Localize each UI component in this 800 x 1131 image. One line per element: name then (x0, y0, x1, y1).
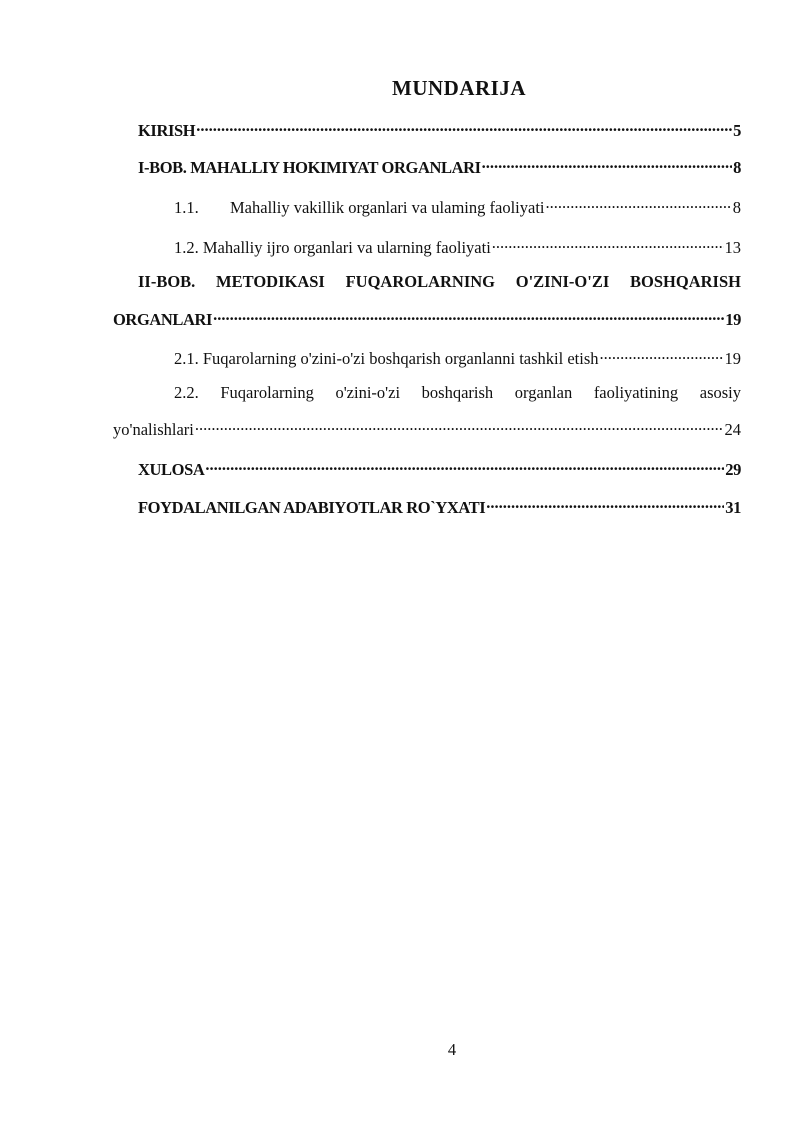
toc-leader-dots (205, 455, 724, 475)
toc-entry-page: 24 (724, 420, 741, 439)
toc-entry-section-2-1 (174, 344, 741, 369)
toc-leader-dots (600, 344, 724, 364)
toc-entry-page: 5 (733, 121, 741, 140)
toc-entry-page: 29 (725, 460, 741, 479)
toc-entry-text: Mahalliy vakillik organlari va ulaming faoliyati (230, 198, 545, 217)
toc-entry-text: yo'nalishlari (113, 420, 194, 439)
toc-leader-dots (195, 415, 724, 435)
toc-entry-section-2-2-line2 (113, 415, 741, 440)
toc-entry-section-2-2-line1 (174, 383, 741, 403)
toc-entry-page: 19 (724, 349, 741, 368)
toc-entry-page: 8 (732, 198, 741, 217)
toc-entry-page: 19 (725, 310, 741, 329)
toc-entry-page: 13 (724, 238, 741, 257)
toc-entry-number: 1.1. (174, 198, 199, 217)
toc-word: organlan (514, 383, 573, 402)
toc-leader-dots (482, 153, 733, 173)
toc-entry-chapter-2-line1 (138, 272, 741, 292)
toc-word: BOSHQARISH (630, 272, 741, 291)
toc-entry-text: KIRISH (138, 121, 196, 140)
toc-entry-page: 31 (725, 498, 741, 517)
toc-entry-page: 8 (733, 158, 741, 177)
toc-leader-dots (213, 305, 724, 325)
toc-leader-dots (492, 233, 724, 253)
toc-entry-references (138, 493, 741, 518)
toc-word: METODIKASI (216, 272, 325, 291)
toc-entry-kirish (138, 116, 741, 141)
toc-word: o'zini-o'zi (335, 383, 401, 402)
toc-entry-chapter-2-line2 (113, 305, 741, 330)
toc-entry-text: 2.1. Fuqarolarning o'zini-o'zi boshqarish organlanni tashkil etish (174, 349, 599, 368)
toc-leader-dots (546, 193, 732, 213)
toc-entry-xulosa (138, 455, 741, 480)
toc-word: FUQAROLARNING (345, 272, 496, 291)
toc-entry-chapter-1 (138, 153, 741, 178)
toc-word: O'ZINI-O'ZI (515, 272, 610, 291)
toc-entry-section-1-2 (174, 233, 741, 258)
toc-word: asosiy (699, 383, 741, 402)
toc-leader-dots (196, 116, 732, 136)
toc-word: faoliyatining (593, 383, 679, 402)
toc-entry-text: XULOSA (138, 460, 205, 479)
toc-word: 2.2. (174, 383, 199, 402)
toc-entry-text: FOYDALANILGAN ADABIYOTLAR RO`YXATI (138, 498, 486, 517)
toc-entry-text: 1.2. Mahalliy ijro organlari va ularning faoliyati (174, 238, 491, 257)
page-number: 4 (447, 1040, 457, 1059)
toc-leader-dots (486, 493, 724, 513)
toc-word: boshqarish (421, 383, 494, 402)
toc-entry-text: ORGANLARI (113, 310, 213, 329)
page-title: MUNDARIJA (392, 76, 526, 100)
toc-entry-text: I-BOB. MAHALLIY HOKIMIYAT ORGANLARI (138, 158, 481, 177)
toc-entry-section-1-1 (174, 193, 741, 218)
toc-word: Fuqarolarning (220, 383, 314, 402)
toc-word: II-BOB. (138, 272, 196, 291)
